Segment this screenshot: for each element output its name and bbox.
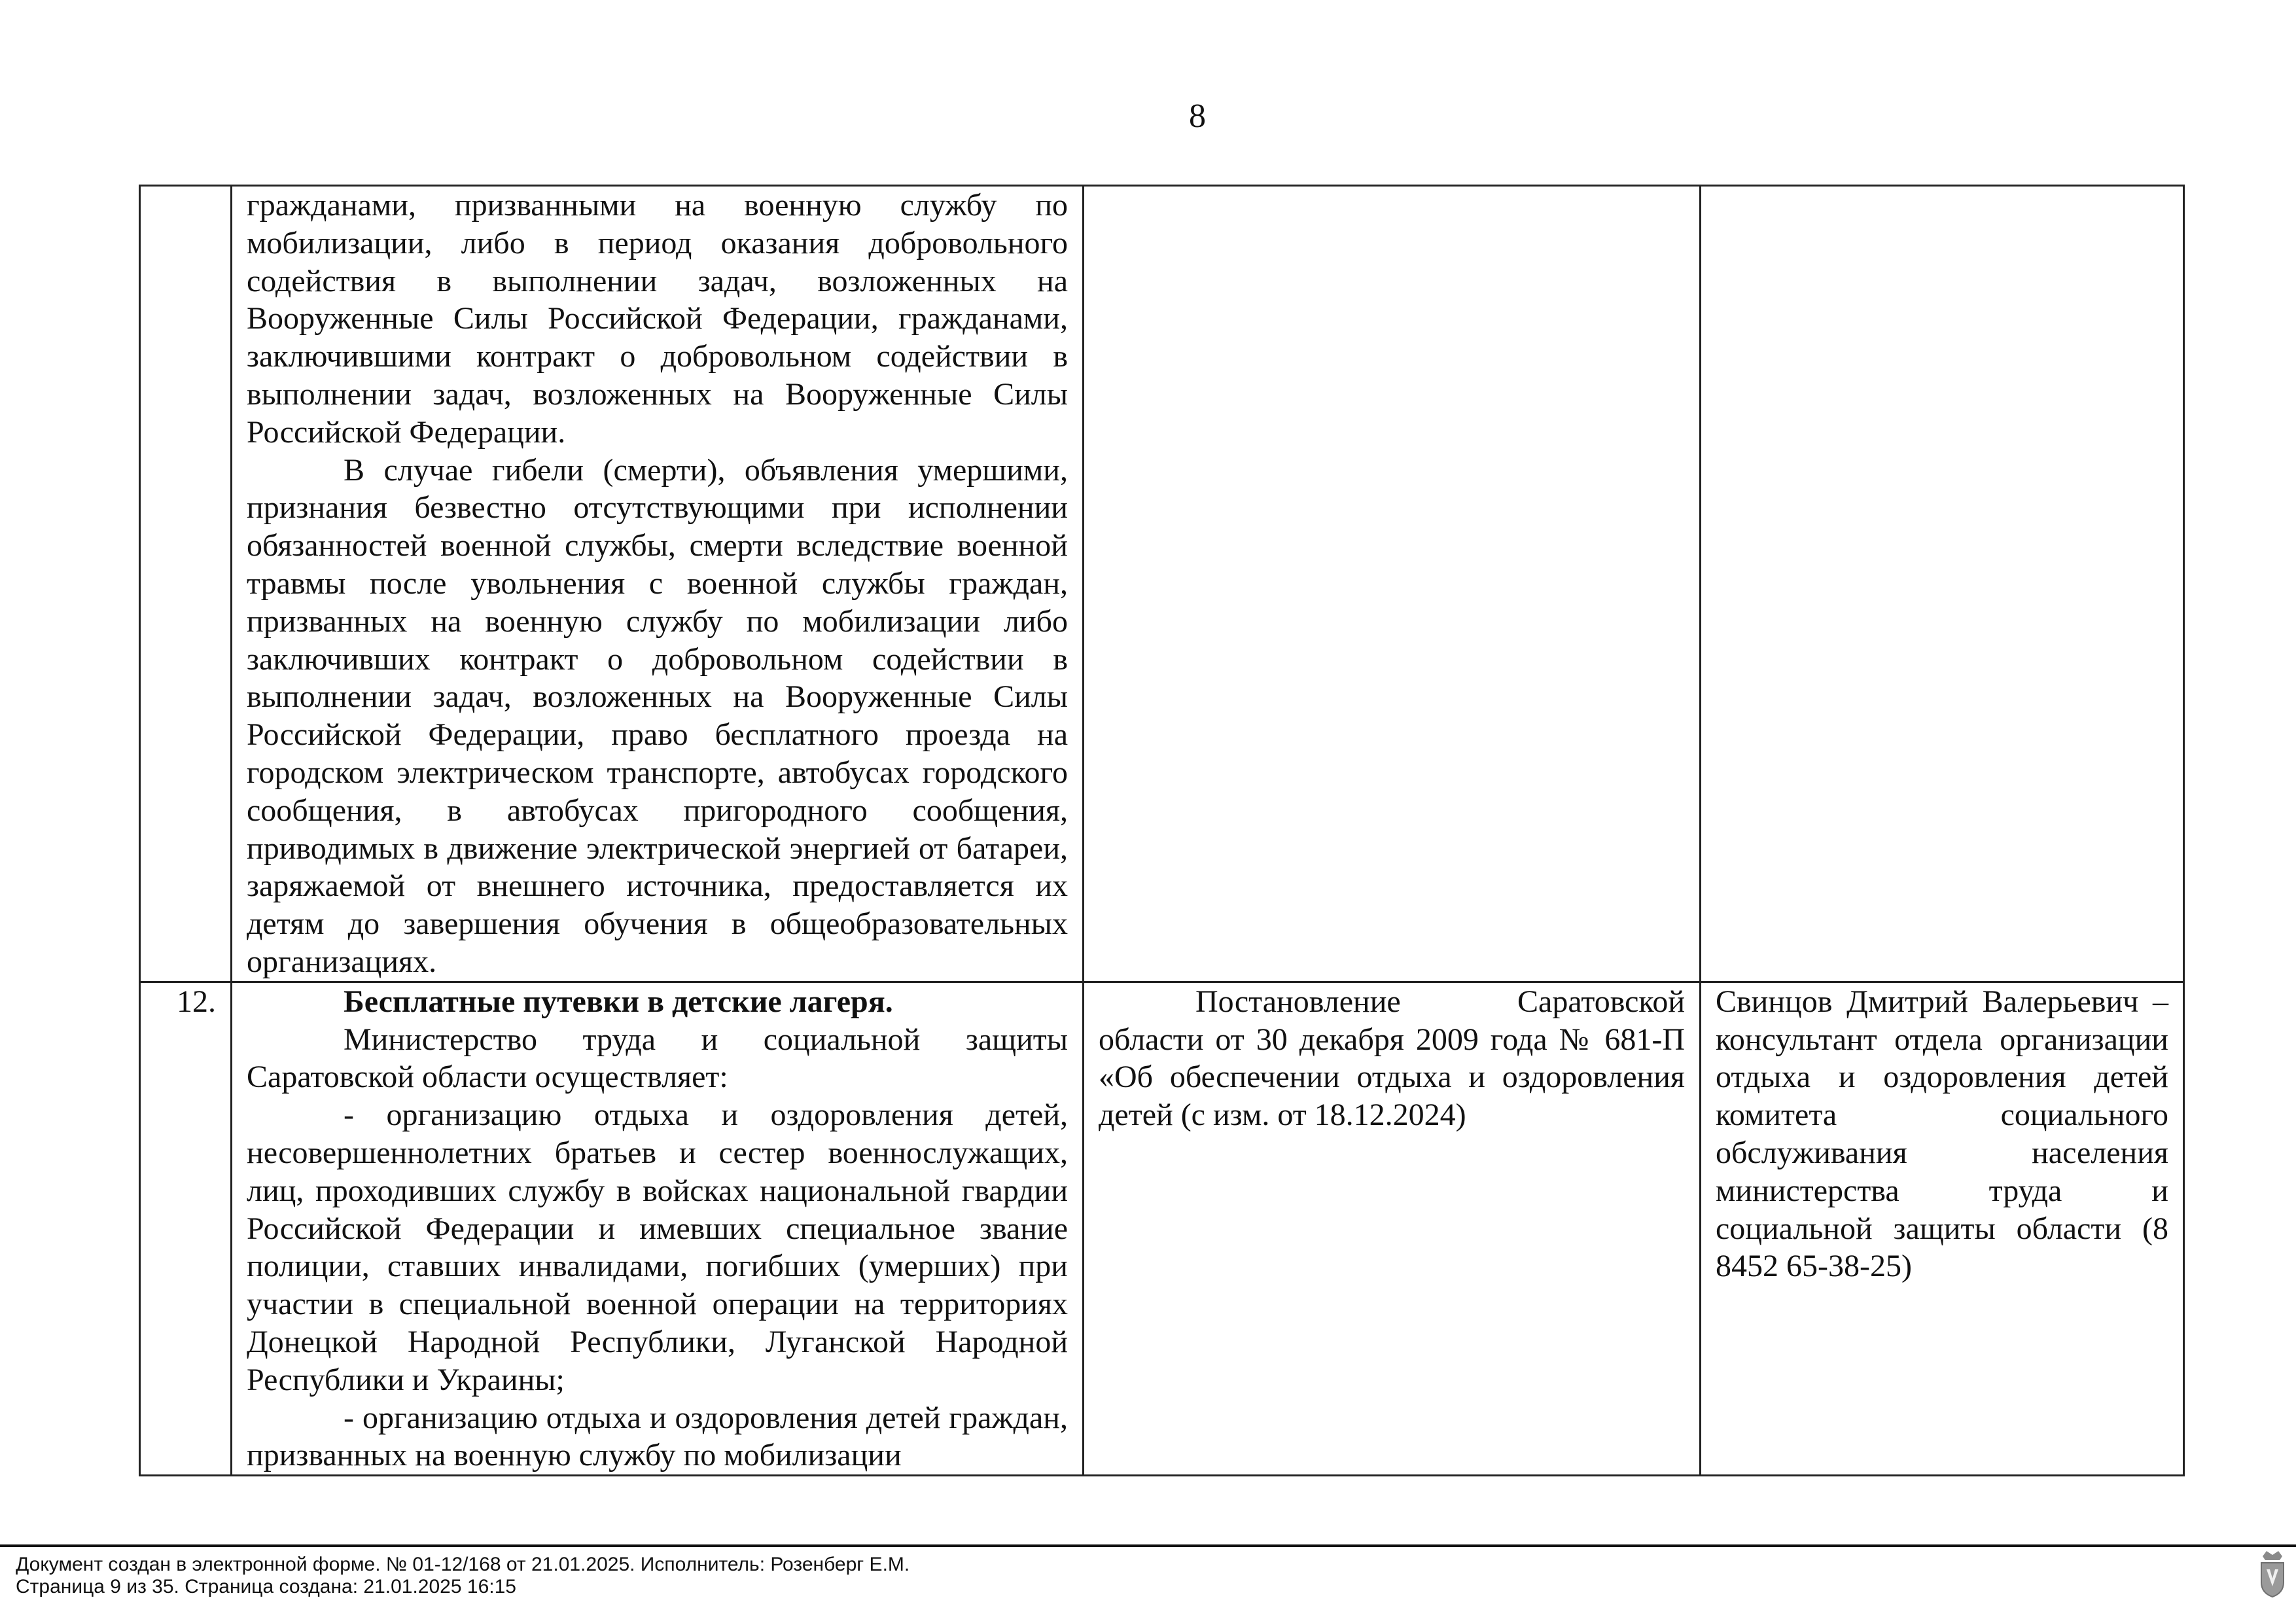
description-paragraph: В случае гибели (смерти), объявления умершими, признания безвестно отсутствующими при исполнении обязанностей военной службы, смерти вследствие военной травмы после увольнения с военной службы граждан, призванных на военную службу по мобилизации либо заключивших контракт о добровольном содействии в выполнении задач, возложенных на Вооруженные Силы Российской Федерации, право бесплатного проезда на городском электрическом транспорте, автобусах городского сообщения, в автобусах пригородного сообщения, приводимых в движение электрической энергией от батареи, заряжаемой от внешнего источника, предоставляется их детям до завершения обучения в общеобразовательных организациях.	[247, 452, 1068, 979]
legal-basis-cell	[1084, 982, 1701, 1475]
table-row	[140, 982, 2184, 1475]
description-paragraph: - организацию отдыха и оздоровления детей граждан, призванных на военную службу по мобилизации	[247, 1400, 1068, 1473]
description-paragraph: - организацию отдыха и оздоровления детей, несовершеннолетних братьев и сестер военнослужащих, лиц, проходивших службу в войсках национальной гвардии Российской Федерации и имевших специальное звание полиции, ставших инвалидами, погибших (умерших) при участии в специальной военной операции на территориях Донецкой Народной Республики, Луганской Народной Республики и Украины;	[247, 1097, 1068, 1397]
benefits-table	[139, 185, 2185, 1476]
contact-cell	[1701, 186, 2184, 982]
saratov-emblem-icon	[2257, 1550, 2287, 1598]
footer	[16, 1554, 910, 1598]
description-cell	[232, 982, 1084, 1475]
footer-document-info: Документ создан в электронной форме. № 01-12/168 от 21.01.2025. Исполнитель: Розенберг Е.М.	[16, 1554, 910, 1575]
row-number-cell: 12.	[140, 982, 232, 1475]
table-row	[140, 186, 2184, 982]
contact-text: Свинцов Дмитрий Валерьевич – консультант отдела организации отдыха и оздоровления детей комитета социального обслуживания населения министерства труда и социальной защиты области (8 8452 65-38-25)	[1716, 984, 2168, 1284]
legal-basis-cell	[1084, 186, 1701, 982]
page-number: 8	[1189, 98, 1206, 135]
description-cell	[232, 186, 1084, 982]
legal-basis-text: Постановление Саратовской области от 30 декабря 2009 года № 681-П «Об обеспечении отдыха и оздоровления детей (с изм. от 18.12.2024)	[1099, 984, 1685, 1133]
description-paragraph: гражданами, призванными на военную службу по мобилизации, либо в период оказания добровольного содействия в выполнении задач, возложенных на Вооруженные Силы Российской Федерации, гражданами, заключившими контракт о добровольном содействии в выполнении задач, возложенных на Вооруженные Силы Российской Федерации.	[247, 188, 1068, 450]
footer-page-info: Страница 9 из 35. Страница создана: 21.01.2025 16:15	[16, 1576, 516, 1597]
benefit-title: Бесплатные путевки в детские лагеря.	[344, 984, 893, 1019]
description-paragraph: Министерство труда и социальной защиты Саратовской области осуществляет:	[247, 1022, 1068, 1095]
contact-cell	[1701, 982, 2184, 1475]
row-number-cell	[140, 186, 232, 982]
footer-divider	[0, 1544, 2296, 1547]
